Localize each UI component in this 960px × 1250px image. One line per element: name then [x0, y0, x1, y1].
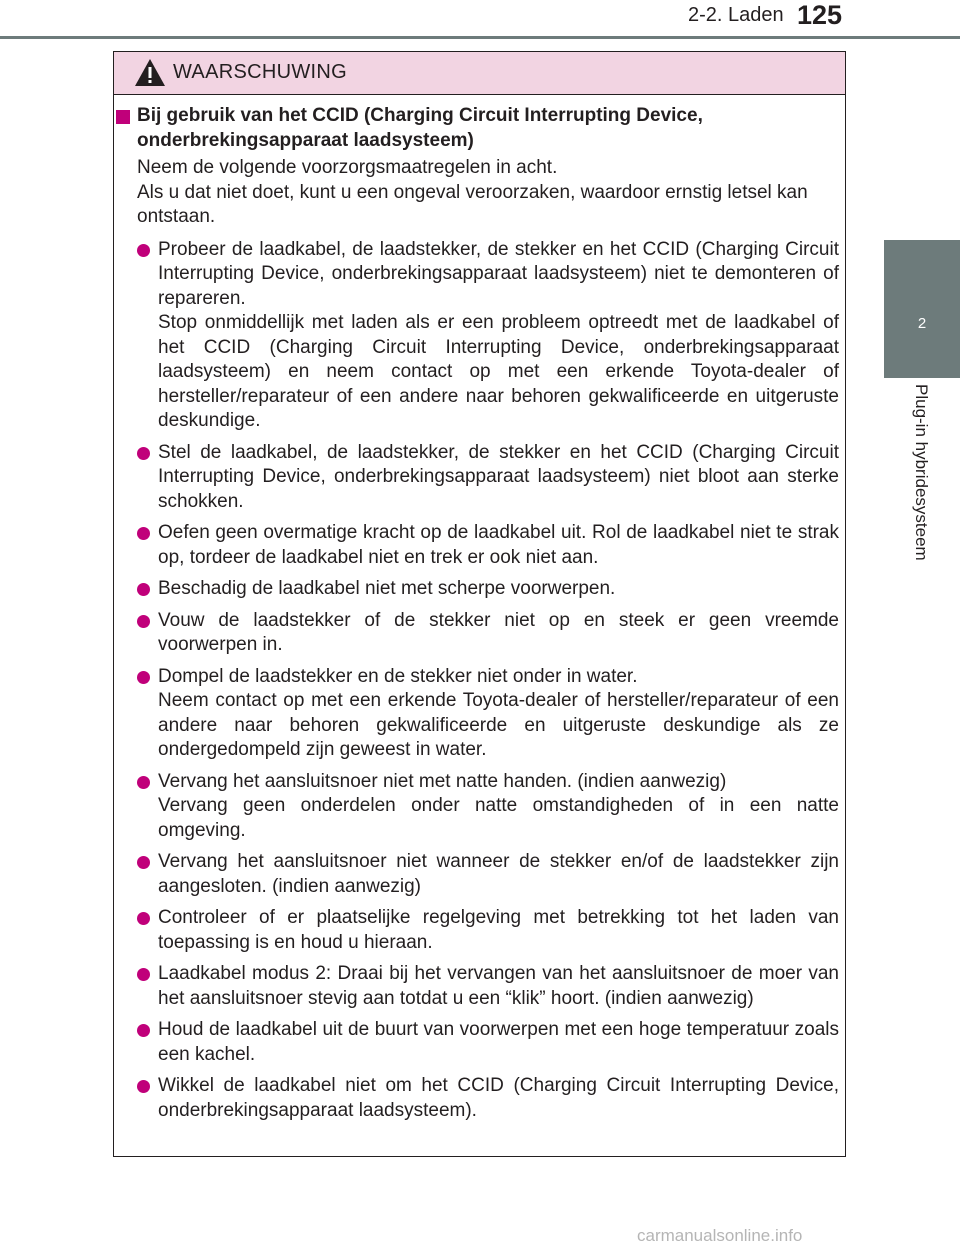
- intro-paragraph: Neem de volgende voorzorgsmaatregelen in acht. Als u dat niet doet, kunt u een ongeval veroorzaken, waardoor ernstig letsel kan ontstaan.: [137, 157, 808, 227]
- list-item-text: Controleer of er plaatselijke regelgeving met betrekking tot het laden van toepassing is en houd u hieraan.: [158, 907, 839, 953]
- round-bullet-icon: [137, 615, 150, 628]
- round-bullet-icon: [137, 671, 150, 684]
- list-item: [113, 238, 839, 434]
- round-bullet-icon: [137, 244, 150, 257]
- warning-title: WAARSCHUWING: [173, 61, 347, 83]
- list-item: [113, 962, 839, 1011]
- list-item: [113, 906, 839, 955]
- list-item: [113, 577, 839, 602]
- list-item: [113, 850, 839, 899]
- list-item: [113, 441, 839, 515]
- round-bullet-icon: [137, 583, 150, 596]
- list-item: [113, 609, 839, 658]
- round-bullet-icon: [137, 1024, 150, 1037]
- list-item-text: Wikkel de laadkabel niet om het CCID (Charging Circuit Interrupting Device, onderbrekingsapparaat laadsysteem).: [158, 1075, 839, 1121]
- list-item-text: Vouw de laadstekker of de stekker niet op en steek er geen vreemde voorwerpen in.: [158, 609, 839, 655]
- list-item-text: Beschadig de laadkabel niet met scherpe voorwerpen.: [158, 578, 616, 599]
- list-item-text: Houd de laadkabel uit de buurt van voorwerpen met een hoge temperatuur zoals een kachel.: [158, 1019, 839, 1065]
- list-item: [113, 665, 839, 763]
- square-bullet-icon: [116, 110, 130, 124]
- list-item-text: Vervang het aansluitsnoer niet wanneer de stekker en/of de laadstekker zijn aangesloten. (indien aanwezig): [158, 851, 839, 897]
- list-item: [113, 770, 839, 844]
- running-header-section: 2-2. Laden: [688, 4, 784, 26]
- round-bullet-icon: [137, 856, 150, 869]
- round-bullet-icon: [137, 1080, 150, 1093]
- round-bullet-icon: [137, 968, 150, 981]
- chapter-tab-block: [884, 240, 960, 378]
- warning-header: [114, 52, 845, 95]
- list-item-text: Vervang het aansluitsnoer niet met natte handen. (indien aanwezig) Vervang geen onderdelen onder natte omstandigheden of in een natte omgeving.: [158, 770, 839, 841]
- header-rule: [0, 36, 960, 39]
- list-item-text: Stel de laadkabel, de laadstekker, de stekker en het CCID (Charging Circuit Interrupting Device, onderbrekingsapparaat laadsysteem) niet bloot aan sterke schokken.: [158, 441, 839, 512]
- round-bullet-icon: [137, 912, 150, 925]
- section-heading-text: Bij gebruik van het CCID (Charging Circuit Interrupting Device, onderbrekingsapparaat laadsysteem): [137, 105, 703, 151]
- list-item-text: Dompel de laadstekker en de stekker niet onder in water. Neem contact op met een erkende Toyota-dealer of hersteller/reparateur of een andere naar behoren gekwalificeerde en uitgeruste deskundige als ze ondergedompeld zijn geweest in water.: [158, 665, 839, 760]
- list-item: [113, 1074, 839, 1123]
- list-item: [113, 521, 839, 570]
- round-bullet-icon: [137, 527, 150, 540]
- chapter-number: 2: [917, 315, 927, 332]
- round-bullet-icon: [137, 776, 150, 789]
- warning-content: [113, 104, 839, 1130]
- page-number: 125: [797, 0, 843, 30]
- chapter-title: Plug-in hybridesysteem: [912, 384, 931, 561]
- list-item-text: Laadkabel modus 2: Draai bij het vervangen van het aansluitsnoer de moer van het aansluitsnoer stevig aan totdat u een “klik” hoort. (indien aanwezig): [158, 963, 839, 1009]
- warning-triangle-icon: [134, 58, 166, 87]
- section-heading: [113, 104, 839, 153]
- precaution-list: [113, 238, 839, 1124]
- watermark: carmanualsonline.info: [637, 1226, 803, 1245]
- list-item: [113, 1018, 839, 1067]
- chapter-side-tab: [884, 240, 960, 634]
- list-item-text: Oefen geen overmatige kracht op de laadkabel uit. Rol de laadkabel niet te strak op, tordeer de laadkabel niet en trek er ook niet aan.: [158, 522, 839, 568]
- list-item-text: Probeer de laadkabel, de laadstekker, de stekker en het CCID (Charging Circuit Interrupting Device, onderbrekingsapparaat laadsysteem) niet te demonteren of repareren. Stop onmiddellijk met laden als er een probleem optreedt met de laadkabel of het CCID (Charging Circuit Interrupting Device, onderbrekingsapparaat laadsysteem) en neem contact op met een erkende Toyota-dealer of hersteller/reparateur of een andere naar behoren gekwalificeerde en uitgeruste deskundige.: [158, 238, 839, 431]
- round-bullet-icon: [137, 447, 150, 460]
